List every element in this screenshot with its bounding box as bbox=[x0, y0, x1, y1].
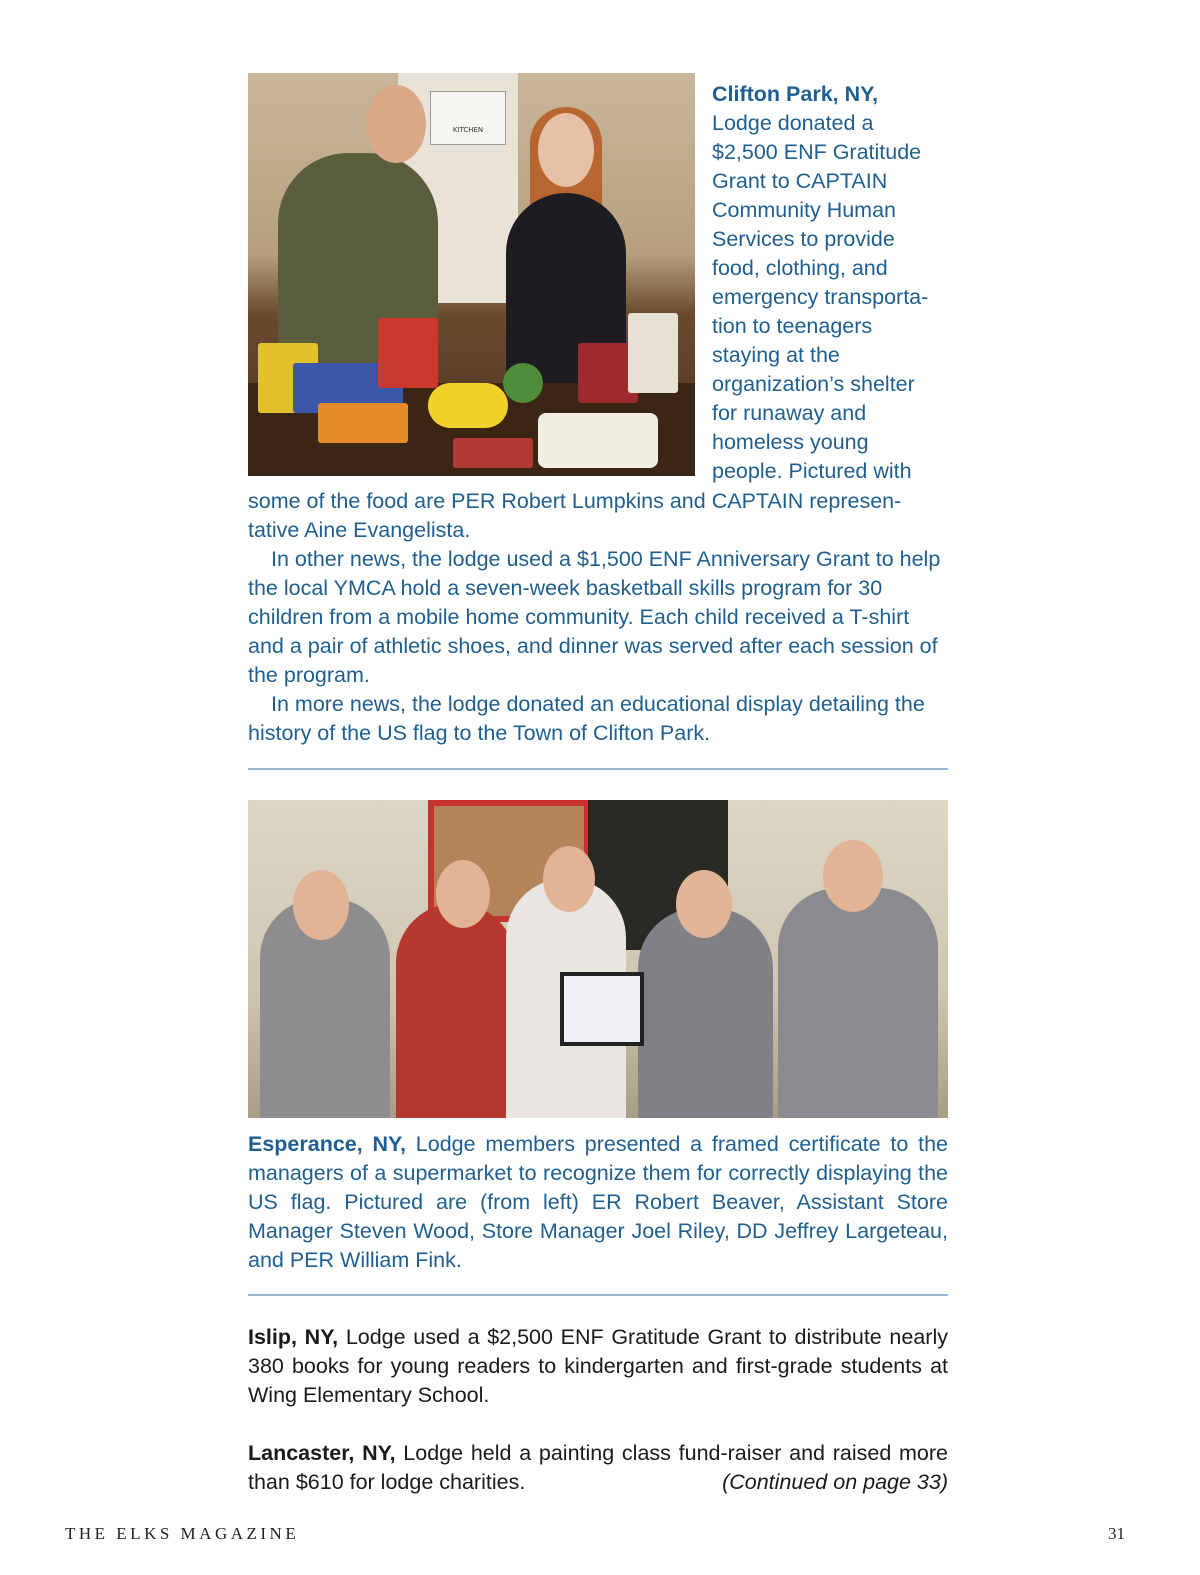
clifton-line: homeless young bbox=[712, 430, 869, 454]
esperance-caption bbox=[248, 1130, 948, 1275]
clifton-line: people. Pictured with bbox=[712, 459, 912, 483]
esperance-photo bbox=[248, 800, 948, 1118]
esperance-place: Esperance, NY, bbox=[248, 1132, 406, 1156]
clifton-place: Clifton Park, NY, bbox=[712, 82, 879, 106]
clifton-line: Services to provide bbox=[712, 227, 895, 251]
clifton-line: organization’s shelter bbox=[712, 372, 915, 396]
clifton-line: food, clothing, and bbox=[712, 256, 888, 280]
islip-text: Lodge used a $2,500 ENF Gratitude Grant to distribute nearly 380 books for young readers to kindergarten and first-grade students at Wing Elementary School. bbox=[248, 1325, 948, 1407]
clifton-line: Grant to CAPTAIN bbox=[712, 169, 888, 193]
clifton-line: tion to teenagers bbox=[712, 314, 873, 338]
kitchen-sign: KITCHEN bbox=[430, 91, 506, 145]
magazine-name: THE ELKS MAGAZINE bbox=[65, 1524, 300, 1543]
continued-note: (Continued on page 33) bbox=[722, 1470, 948, 1494]
clifton-line: staying at the bbox=[712, 343, 840, 367]
section-divider bbox=[248, 768, 948, 770]
clifton-line: $2,500 ENF Gratitude bbox=[712, 140, 922, 164]
clifton-line: Lodge donated a bbox=[712, 111, 874, 135]
esperance-text: Lodge members presented a framed certificate to the managers of a supermarket to recognize them for correctly displaying the US flag. Pictured are (from left) ER Robert Beaver, Assistant Store Manager Steven Wood, Store Manager Joel Riley, DD Jeffrey Largeteau, and PER William Fink. bbox=[248, 1132, 948, 1272]
lancaster-text: Lodge held a painting class fund-raiser and raised more than $610 for lodge charities. bbox=[248, 1441, 949, 1494]
lancaster-item bbox=[248, 1439, 948, 1497]
lancaster-place: Lancaster, NY, bbox=[248, 1441, 396, 1465]
clifton-line: Community Human bbox=[712, 198, 896, 222]
page-number: 31 bbox=[1108, 1524, 1125, 1543]
clifton-line: emergency transporta- bbox=[712, 285, 929, 309]
clifton-continuation: some of the food are PER Robert Lumpkins and CAPTAIN represen-tative Aine Evangelista. bbox=[248, 489, 902, 542]
clifton-paragraph-3: In more news, the lodge donated an educational display detailing the history of the US flag to the Town of Clifton Park. bbox=[248, 692, 925, 745]
clifton-park-side-text bbox=[712, 80, 952, 486]
clifton-park-body bbox=[248, 487, 948, 748]
clifton-park-photo bbox=[248, 73, 695, 476]
islip-item bbox=[248, 1323, 948, 1410]
clifton-paragraph-2: In other news, the lodge used a $1,500 ENF Anniversary Grant to help the local YMCA hold a seven-week basketball skills program for 30 children from a mobile home community. Each child received a T-shirt and a pair of athletic shoes, and dinner was served after each session of the program. bbox=[248, 547, 941, 687]
islip-place: Islip, NY, bbox=[248, 1325, 339, 1349]
framed-certificate bbox=[560, 972, 644, 1046]
section-divider bbox=[248, 1294, 948, 1296]
clifton-line: for runaway and bbox=[712, 401, 867, 425]
